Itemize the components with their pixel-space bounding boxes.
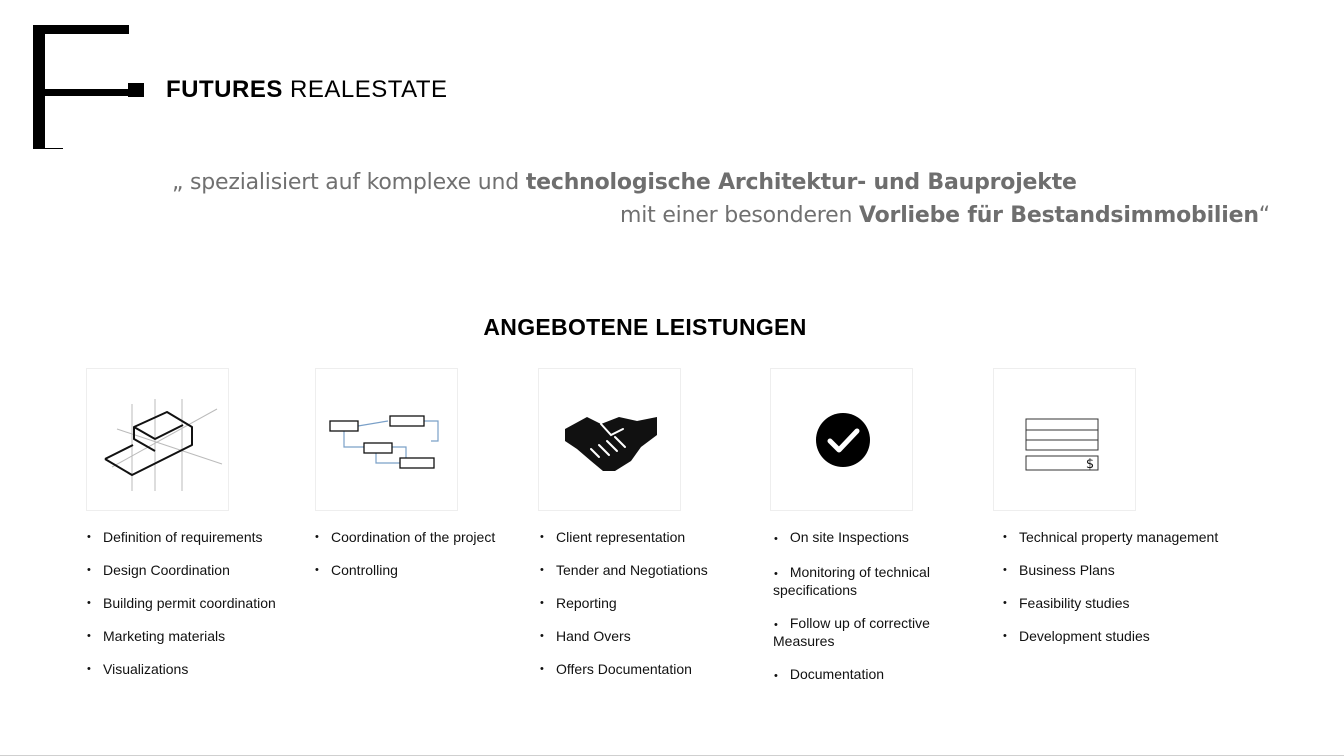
list-item: • Hand Overs: [539, 628, 708, 644]
service-list-design: [86, 529, 276, 694]
list-item: • Marketing materials: [86, 628, 276, 644]
isometric-drawing-icon: [87, 369, 230, 512]
service-list-client: [539, 529, 708, 694]
list-item: • Building permit coordination: [86, 595, 276, 611]
checkmark-circle-icon: [771, 369, 914, 512]
tagline-line-2-bold: Vorliebe für Bestandsimmobilien: [859, 203, 1259, 228]
tagline-line-1: [172, 170, 1077, 195]
flowchart-icon: [316, 369, 459, 512]
list-item: • Technical property management: [1002, 529, 1218, 545]
service-tile-project: [315, 368, 458, 511]
list-item: • Reporting: [539, 595, 708, 611]
svg-text:$: $: [1085, 457, 1095, 472]
tagline-line-2-plain: mit einer besonderen: [619, 203, 860, 228]
ledger-dollar-icon: [994, 369, 1137, 512]
brand-name: [166, 76, 448, 104]
list-item: • Business Plans: [1002, 562, 1218, 578]
brand-name-regular: REALESTATE: [282, 76, 448, 103]
list-item: • Coordination of the project: [314, 529, 495, 545]
list-item: • Design Coordination: [86, 562, 276, 578]
service-tile-client: [538, 368, 681, 511]
list-item: • Follow up of corrective Measures: [773, 615, 963, 649]
list-item: • Feasibility studies: [1002, 595, 1218, 611]
tagline-line-1-bold: technologische Architektur- und Bauprojekte: [525, 170, 1077, 195]
list-item: • Documentation: [773, 666, 963, 684]
list-item: • Monitoring of technical specifications: [773, 564, 963, 598]
service-tile-design: [86, 368, 229, 511]
service-list-management: [1002, 529, 1218, 661]
list-item: • Offers Documentation: [539, 661, 708, 677]
tagline-line-1-plain: „ spezialisiert auf komplexe und: [172, 170, 526, 195]
service-list-project: [314, 529, 495, 595]
brand-name-bold: FUTURES: [166, 76, 283, 103]
tagline-line-2-closing-quote: “: [1258, 203, 1270, 228]
list-item: • Client representation: [539, 529, 708, 545]
service-tile-management: [993, 368, 1136, 511]
tagline-line-2: [620, 203, 1270, 228]
section-title: ANGEBOTENE LEISTUNGEN: [483, 314, 807, 340]
list-item: • Visualizations: [86, 661, 276, 677]
handshake-icon: [539, 369, 682, 512]
futures-f-logo: [33, 25, 145, 150]
list-item: • On site Inspections: [773, 529, 963, 547]
list-item: • Development studies: [1002, 628, 1218, 644]
service-tile-inspection: [770, 368, 913, 511]
service-list-inspection: [773, 529, 963, 701]
list-item: • Definition of requirements: [86, 529, 276, 545]
list-item: • Tender and Negotiations: [539, 562, 708, 578]
list-item: • Controlling: [314, 562, 495, 578]
